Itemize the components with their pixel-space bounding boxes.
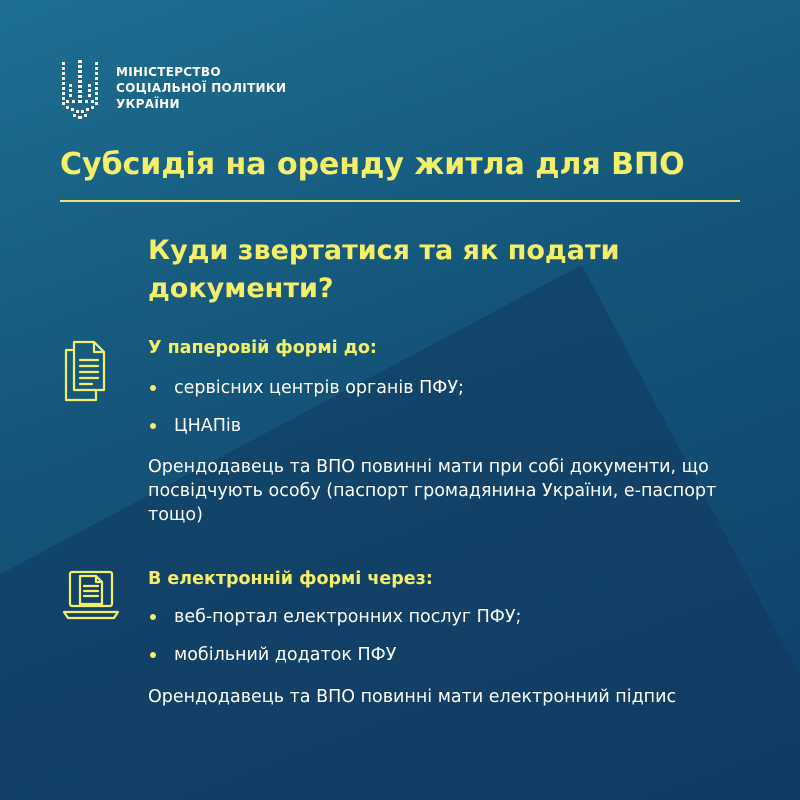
- trident-emblem-icon: [58, 60, 102, 122]
- list-item: сервісних центрів органів ПФУ;: [148, 376, 464, 414]
- title-divider: [60, 200, 740, 202]
- ministry-name-line-1: МІНІСТЕРСТВО: [116, 65, 221, 79]
- ministry-name-line-2: СОЦІАЛЬНОЇ ПОЛІТИКИ: [116, 81, 287, 95]
- ministry-logo: [58, 60, 286, 122]
- ministry-name-line-3: УКРАЇНИ: [116, 97, 180, 111]
- ministry-name: [116, 64, 286, 112]
- background-shade: [0, 265, 800, 800]
- section-subtitle: Куди звертатися та як подати документи?: [148, 235, 620, 304]
- list-item: ЦНАПів: [148, 414, 464, 452]
- paper-form-note: Орендодавець та ВПО повинні мати при собі документи, що посвідчують особу (паспорт громадянина України, е-паспорт тощо): [148, 457, 717, 525]
- paper-form-list: [148, 376, 464, 452]
- page-title: Субсидія на оренду житла для ВПО: [60, 147, 685, 182]
- electronic-form-heading: В електронній формі через:: [148, 569, 433, 589]
- list-item: веб-портал електронних послуг ПФУ;: [148, 605, 521, 643]
- electronic-form-note: Орендодавець та ВПО повинні мати електронний підпис: [148, 687, 677, 707]
- laptop-document-icon: [62, 566, 120, 626]
- documents-icon: [62, 338, 112, 408]
- electronic-form-list: [148, 605, 521, 681]
- paper-form-heading: У паперовій формі до:: [148, 338, 377, 358]
- list-item: мобільний додаток ПФУ: [148, 643, 521, 681]
